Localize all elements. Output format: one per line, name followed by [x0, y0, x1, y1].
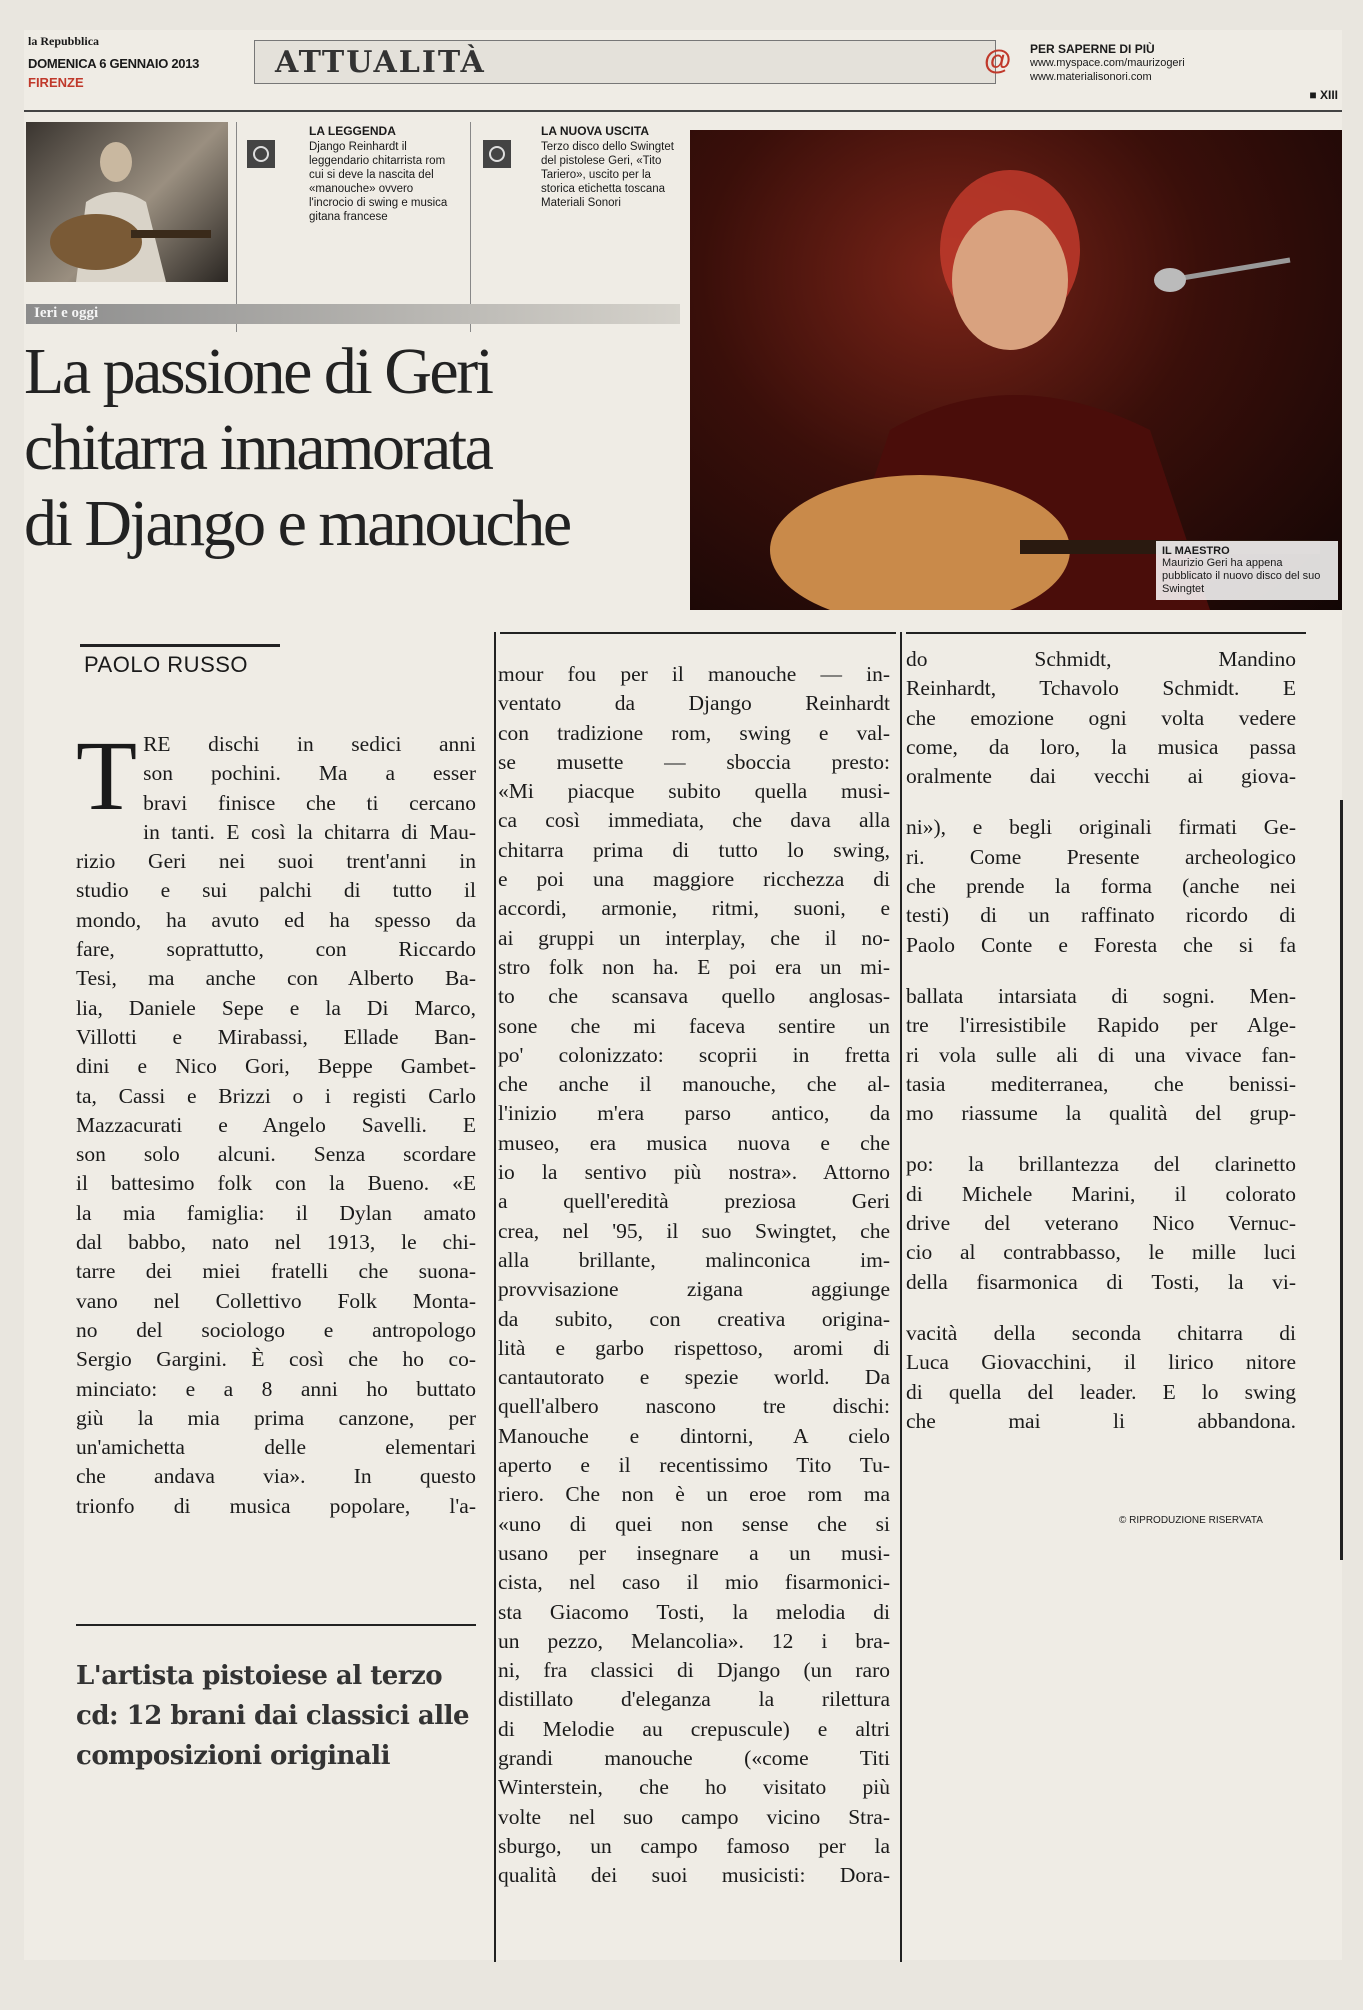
article-line: «uno di quei non sense che si	[498, 1511, 890, 1536]
article-line: stro folk non ha. E poi era un mi-	[498, 954, 890, 979]
article-line: minciato: e a 8 anni ho buttato	[76, 1376, 476, 1401]
byline-rule	[80, 644, 280, 647]
article-line: trionfo di musica popolare, l'a-	[76, 1493, 476, 1518]
article-line: di Michele Marini, il colorato	[906, 1181, 1296, 1206]
headline-line: chitarra innamorata	[24, 411, 492, 484]
article-line: tasia mediterranea, che benissi-	[906, 1071, 1296, 1096]
photo-caption	[1156, 541, 1338, 600]
article-line	[906, 1297, 1296, 1319]
article-line: come, da loro, la musica passa	[906, 734, 1296, 759]
copyright-notice: © RIPRODUZIONE RISERVATA	[1119, 1515, 1263, 1526]
article-line: bravi finisce che ti cercano	[143, 790, 476, 815]
article-line: io la sentivo più nostra». Attorno	[498, 1160, 890, 1185]
article-line: lia, Daniele Sepe e la Di Marco,	[76, 995, 476, 1020]
box-leggenda	[236, 122, 467, 332]
page-number: ■ XIII	[1309, 88, 1338, 102]
guitarist-illustration	[26, 122, 228, 282]
article-line: aperto e il recentissimo Tito Tu-	[498, 1453, 890, 1478]
article-line: cantautorato e spezie world. Da	[498, 1365, 890, 1390]
box-leggenda-text: Django Reinhardt il leggendario chitarrista rom cui si deve la nascita del «manouche» ovvero l'incrocio di swing e musica gitana francese	[309, 141, 448, 223]
article-line: l'inizio m'era parso antico, da	[498, 1101, 890, 1126]
article-line: cista, nel caso il mio fisarmonici-	[498, 1570, 890, 1595]
article-line: tarre dei miei fratelli che suona-	[76, 1259, 476, 1284]
newspaper-logo: la Repubblica	[28, 34, 100, 48]
kicker-text: Ieri e oggi	[34, 305, 99, 321]
drop-cap: T	[76, 720, 138, 831]
article-line: mondo, ha avuto ed ha spesso da	[76, 907, 476, 932]
article-line: Winterstein, che ho visitato più	[498, 1775, 890, 1800]
article-line: ni, fra classici di Django (un raro	[498, 1658, 890, 1683]
article-line: drive del veterano Nico Vernuc-	[906, 1211, 1296, 1236]
article-line: distillato d'eleganza la rilettura	[498, 1687, 890, 1712]
article-line: che anche il manouche, che al-	[498, 1072, 890, 1097]
article-line: alla brillante, malinconica im-	[498, 1247, 890, 1272]
article-line: po: la brillantezza del clarinetto	[906, 1152, 1296, 1177]
article-line: vacità della seconda chitarra di	[906, 1320, 1296, 1345]
headline-line: La passione di Geri	[24, 335, 492, 408]
photo-maurizio-geri	[690, 130, 1342, 610]
article-line: ai gruppi un interplay, che il no-	[498, 925, 890, 950]
box-nuova-uscita-text: Terzo disco dello Swingtet del pistolese Geri, «Tito Tariero», uscito per la storica etichetta toscana Materiali Sonori	[541, 141, 674, 209]
article-line: in tanti. E così la chitarra di Mau-	[143, 819, 476, 844]
article-line: do Schmidt, Mandino	[906, 647, 1296, 671]
box-nuova-uscita	[470, 122, 687, 332]
info-link-myspace[interactable]: www.myspace.com/maurizogeri	[1030, 57, 1185, 69]
article-column-2	[498, 660, 890, 1890]
article-line: cio al contrabbasso, le mille luci	[906, 1240, 1296, 1265]
article-line: po' colonizzato: scoprii in fretta	[498, 1042, 890, 1067]
article-line: di quella del leader. E lo swing	[906, 1379, 1296, 1404]
article-line: ventato da Django Reinhardt	[498, 691, 890, 716]
article-line: oralmente dai vecchi ai giova-	[906, 764, 1296, 789]
byline: PAOLO RUSSO	[84, 652, 249, 677]
article-line: ri vola sulle ali di una vivace fan-	[906, 1042, 1296, 1067]
article-line	[906, 960, 1296, 982]
article-line: to che scansava quello anglosas-	[498, 984, 890, 1009]
article-line: studio e sui palchi di tutto il	[76, 878, 476, 903]
article-line: riero. Che non è un eroe rom ma	[498, 1482, 890, 1507]
section-title: ATTUALITÀ	[275, 45, 486, 80]
article-line: da subito, con creativa origina-	[498, 1306, 890, 1331]
article-line: dini e Nico Gori, Beppe Gambet-	[76, 1054, 476, 1079]
at-sign-icon: @	[984, 44, 1012, 75]
article-line: con tradizione rom, swing e val-	[498, 720, 890, 745]
column-side-bar	[1340, 800, 1343, 1560]
article-line: Tesi, ma anche con Alberto Ba-	[76, 966, 476, 991]
headline-line: di Django e manouche	[24, 487, 570, 560]
article-line: testi) di un raffinato ricordo di	[906, 903, 1296, 928]
info-link-materiali[interactable]: www.materialisonori.com	[1030, 71, 1152, 83]
article-line: un'amichetta delle elementari	[76, 1435, 476, 1460]
article-line: ta, Cassi e Brizzi o i registi Carlo	[76, 1083, 476, 1108]
article-line: mo riassume la qualità del grup-	[906, 1101, 1296, 1126]
article-line: Manouche e dintorni, A cielo	[498, 1423, 890, 1448]
article-line: di Melodie au crepuscule) e altri	[498, 1716, 890, 1741]
article-line: chitarra prima di tutto lo swing,	[498, 837, 890, 862]
article-line: dal babbo, nato nel 1913, le chi-	[76, 1230, 476, 1255]
newspaper-page	[24, 30, 1342, 1960]
article-line: sta Giacomo Tosti, la melodia di	[498, 1599, 890, 1624]
article-line: che emozione ogni volta vedere	[906, 705, 1296, 730]
article-line: che mai li abbandona.	[906, 1408, 1296, 1433]
issue-date: DOMENICA 6 GENNAIO 2013	[28, 56, 200, 71]
article-line: quell'albero nascono tre dischi:	[498, 1394, 890, 1419]
photo-caption-text: Maurizio Geri ha appena pubblicato il nuovo disco del suo Swingtet	[1162, 557, 1321, 595]
article-line: accordi, armonie, ritmi, suoni, e	[498, 896, 890, 921]
article-line: Luca Giovacchini, il lirico nitore	[906, 1350, 1296, 1375]
article-line: un pezzo, Melancolia». 12 i bra-	[498, 1628, 890, 1653]
article-line: grandi manouche («come Titi	[498, 1745, 890, 1770]
article-line: giù la mia prima canzone, per	[76, 1405, 476, 1430]
article-line: sburgo, un campo famoso per la	[498, 1833, 890, 1858]
article-line: fare, soprattutto, con Riccardo	[76, 937, 476, 962]
kicker-bar	[26, 304, 680, 324]
article-line: ballata intarsiata di sogni. Men-	[906, 983, 1296, 1008]
article-line: il battesimo folk con la Bueno. «E	[76, 1171, 476, 1196]
magnifier-icon	[483, 140, 511, 168]
article-line: la mia famiglia: il Dylan amato	[76, 1200, 476, 1225]
article-line: Mazzacurati e Angelo Savelli. E	[76, 1112, 476, 1137]
box-nuova-uscita-title: LA NUOVA USCITA	[541, 124, 649, 138]
article-line: museo, era musica nuova e che	[498, 1130, 890, 1155]
guitarist-stage-illustration	[690, 130, 1342, 610]
article-line: provvisazione zigana aggiunge	[498, 1277, 890, 1302]
article-line: son pochini. Ma a esser	[143, 761, 476, 786]
headline	[24, 334, 684, 562]
article-line: qualità dei suoi musicisti: Dora-	[498, 1863, 890, 1888]
article-line: Paolo Conte e Foresta che si fa	[906, 932, 1296, 957]
info-box	[1030, 42, 1185, 84]
article-line: no del sociologo e antropologo	[76, 1317, 476, 1342]
column-rule	[900, 632, 902, 1962]
article-line: a quell'eredità preziosa Geri	[498, 1189, 890, 1214]
article-line	[906, 1128, 1296, 1150]
article-line: e poi una maggiore ricchezza di	[498, 867, 890, 892]
article-line	[906, 791, 1296, 813]
article-line: rizio Geri nei suoi trent'anni in	[76, 849, 476, 874]
article-line: volte nel suo campo vicino Stra-	[498, 1804, 890, 1829]
article-line: lità e garbo rispettoso, aromi di	[498, 1335, 890, 1360]
article-line: mour fou per il manouche — in-	[498, 662, 890, 686]
article-line: crea, nel '95, il suo Swingtet, che	[498, 1218, 890, 1243]
article-line: son solo alcuni. Senza scordare	[76, 1142, 476, 1167]
article-line: Villotti e Mirabassi, Ellade Ban-	[76, 1024, 476, 1049]
section-banner	[254, 40, 996, 84]
info-title: PER SAPERNE DI PIÙ	[1030, 42, 1155, 56]
column-rule	[494, 632, 496, 1962]
article-line: della fisarmonica di Tosti, la vi-	[906, 1269, 1296, 1294]
top-rule	[500, 632, 896, 634]
masthead	[24, 30, 1342, 112]
article-line: ri. Come Presente archeologico	[906, 844, 1296, 869]
pullquote-rule	[76, 1624, 476, 1626]
article-line: tre l'irresistibile Rapido per Alge-	[906, 1013, 1296, 1038]
magnifier-icon	[247, 140, 275, 168]
article-line: sone che mi faceva sentire un	[498, 1013, 890, 1038]
article-line: «Mi piacque subito quella musi-	[498, 779, 890, 804]
box-leggenda-title: LA LEGGENDA	[309, 124, 396, 138]
article-line: ni»), e begli originali firmati Ge-	[906, 815, 1296, 840]
article-line: che andava via». In questo	[76, 1464, 476, 1489]
top-rule	[906, 632, 1306, 634]
article-line: vano nel Collettivo Folk Monta-	[76, 1288, 476, 1313]
article-line: Sergio Gargini. È così che ho co-	[76, 1347, 476, 1372]
article-line: che prende la forma (anche nei	[906, 874, 1296, 899]
article-line: usano per insegnare a un musi-	[498, 1540, 890, 1565]
article-line: se musette — sboccia presto:	[498, 749, 890, 774]
article-line: ca così immediata, che dava alla	[498, 808, 890, 833]
article-column-1	[76, 720, 476, 1521]
article-line: Reinhardt, Tchavolo Schmidt. E	[906, 676, 1296, 701]
edition-city: FIRENZE	[28, 75, 84, 90]
photo-caption-title: IL MAESTRO	[1162, 545, 1230, 557]
pull-quote: L'artista pistoiese al terzo cd: 12 brani dai classici alle composizioni originali	[76, 1661, 470, 1771]
article-line: RE dischi in sedici anni	[143, 732, 476, 756]
article-column-3	[906, 645, 1296, 1436]
photo-django-reinhardt	[26, 122, 228, 282]
